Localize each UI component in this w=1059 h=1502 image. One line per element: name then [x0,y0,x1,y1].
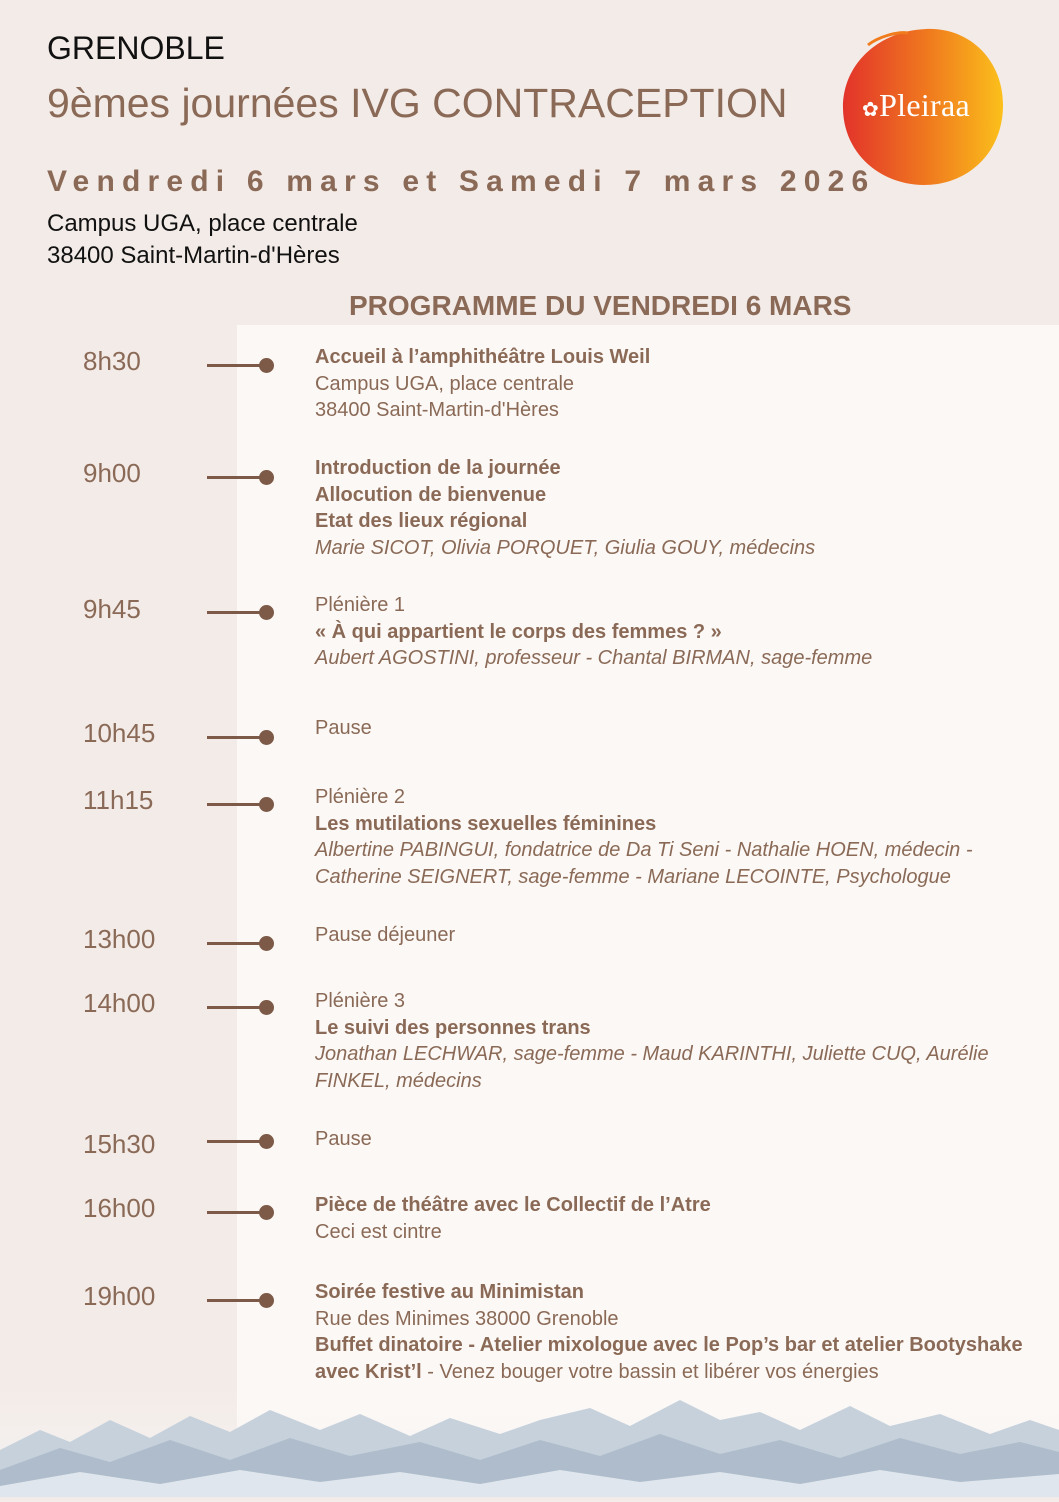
timeline-dot [259,1134,274,1149]
tree-icon: ✿ [862,99,880,121]
schedule-item [315,455,1025,562]
item-title: Etat des lieux régional [315,510,528,533]
item-detail: 38400 Saint-Martin-d'Hères [315,399,559,422]
activities-text: - Venez bouger votre bassin et libérer vos énergies [421,1361,879,1384]
timeline-dot [259,1293,274,1308]
schedule-item [315,1192,1025,1245]
time-label: 9h45 [83,594,141,624]
item-detail: Ceci est cintre [315,1220,442,1243]
schedule-item [315,988,1025,1095]
item-label: Pause [315,717,372,739]
item-title: Le suivi des personnes trans [315,1016,591,1039]
time-label: 13h00 [83,924,156,954]
venue-address-line1: Campus UGA, place centrale [47,210,358,237]
program-title: PROGRAMME DU VENDREDI 6 MARS [349,290,852,321]
event-title: 9èmes journées IVG CONTRACEPTION [47,80,788,126]
timeline-dot [259,1000,274,1015]
item-title: « À qui appartient le corps des femmes ? » [315,620,722,643]
item-detail: Rue des Minimes 38000 Grenoble [315,1307,619,1330]
item-title: Les mutilations sexuelles féminines [315,812,657,835]
event-dates: Vendredi 6 mars et Samedi 7 mars 2026 [47,165,876,198]
time-label: 8h30 [83,346,141,376]
venue-address-line2: 38400 Saint-Martin-d'Hères [47,242,340,269]
schedule-item [315,922,1025,949]
item-speakers: Marie SICOT, Olivia PORQUET, Giulia GOUY, médecins [315,537,816,560]
item-label: Plénière 2 [315,786,406,808]
item-title: Soirée festive au Minimistan [315,1281,584,1303]
schedule-item [315,715,1025,742]
item-label: Plénière 1 [315,594,406,616]
timeline-dot [259,1205,274,1220]
timeline-dot [259,605,274,620]
time-label: 19h00 [83,1281,156,1311]
timeline-dot [259,730,274,745]
schedule-item [315,784,1025,891]
time-label: 15h30 [83,1129,156,1159]
time-label: 14h00 [83,988,156,1018]
schedule-item [315,1126,1025,1153]
item-title: Introduction de la journée [315,457,561,479]
timeline-dot [259,797,274,812]
item-speakers: Jonathan LECHWAR, sage-femme - Maud KARINTHI, Juliette CUQ, Aurélie FINKEL, médecins [315,1043,989,1093]
item-label: Pause [315,1128,372,1150]
item-speakers: Aubert AGOSTINI, professeur - Chantal BIRMAN, sage-femme [315,647,873,670]
item-title: Allocution de bienvenue [315,483,547,506]
timeline-dot [259,358,274,373]
time-label: 9h00 [83,458,141,488]
item-speakers: Albertine PABINGUI, fondatrice de Da Ti Seni - Nathalie HOEN, médecin - Catherine SEIGNERT, sage-femme - Mariane LECOINTE, Psychologue [315,839,973,889]
item-detail: Campus UGA, place centrale [315,372,575,395]
item-title: Accueil à l’amphithéâtre Louis Weil [315,346,651,368]
mountain-footer-image [0,1390,1059,1497]
item-title: Pièce de théâtre avec le Collectif de l’Atre [315,1194,711,1216]
timeline-dot [259,470,274,485]
timeline-dot [259,936,274,951]
schedule-item [315,344,1025,424]
schedule-item [315,1279,1025,1386]
logo-wordmark: ✿Pleiraa [862,87,971,123]
schedule-item [315,592,1025,672]
item-label: Pause déjeuner [315,924,456,946]
activities-bold: Buffet dinatoire - Atelier mixologue avec le Pop’s bar et atelier Bootyshake avec Krist’l [315,1334,1023,1384]
time-label: 11h15 [83,785,154,815]
item-activities [315,1332,1025,1385]
time-label: 16h00 [83,1193,156,1223]
item-label: Plénière 3 [315,990,406,1012]
city-label: GRENOBLE [47,30,225,66]
time-label: 10h45 [83,718,156,748]
